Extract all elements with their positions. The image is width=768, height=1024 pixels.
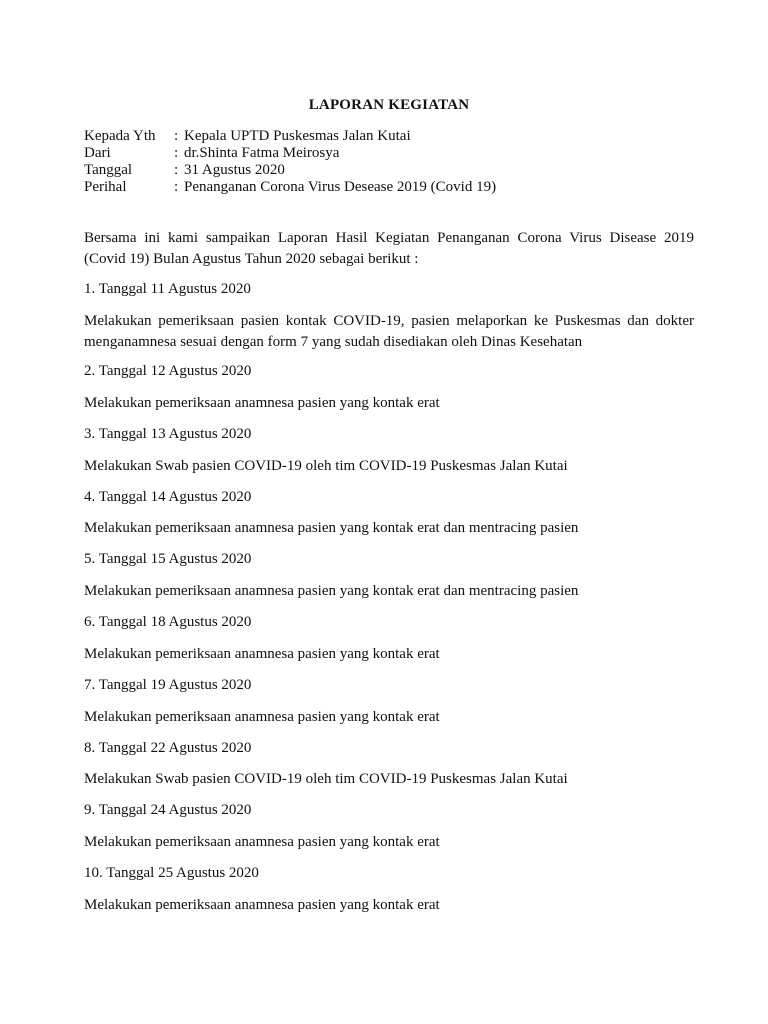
activity-description: Melakukan pemeriksaan anamnesa pasien yang kontak erat [84, 395, 440, 411]
header-separator: : [174, 145, 179, 161]
activity-description: Melakukan pemeriksaan anamnesa pasien yang kontak erat dan mentracing pasien [84, 520, 579, 536]
activity-description: Melakukan pemeriksaan anamnesa pasien yang kontak erat [84, 709, 440, 725]
activity-description: Melakukan pemeriksaan anamnesa pasien yang kontak erat [84, 897, 440, 913]
activity-date: 3. Tanggal 13 Agustus 2020 [84, 426, 252, 442]
activity-date: 1. Tanggal 11 Agustus 2020 [84, 281, 251, 297]
activity-description: Melakukan pemeriksaan pasien kontak COVID-19, pasien melaporkan ke Puskesmas dan dokter menganamnesa sesuai dengan form 7 yang sudah disediakan oleh Dinas Kesehatan [84, 313, 694, 350]
activity-date: 2. Tanggal 12 Agustus 2020 [84, 363, 252, 379]
intro-paragraph: Bersama ini kami sampaikan Laporan Hasil Kegiatan Penanganan Corona Virus Disease 2019 (Covid 19) Bulan Agustus Tahun 2020 sebagai berikut : [84, 230, 694, 267]
header-value: 31 Agustus 2020 [184, 162, 285, 178]
letter-header [84, 128, 694, 196]
header-label: Tanggal [84, 162, 133, 178]
document-title: LAPORAN KEGIATAN [308, 97, 470, 113]
activity-description: Melakukan Swab pasien COVID-19 oleh tim COVID-19 Puskesmas Jalan Kutai [84, 458, 568, 474]
activity-description: Melakukan pemeriksaan anamnesa pasien yang kontak erat dan mentracing pasien [84, 583, 579, 599]
header-value: dr.Shinta Fatma Meirosya [184, 145, 340, 161]
activity-description: Melakukan pemeriksaan anamnesa pasien yang kontak erat [84, 834, 440, 850]
header-row-date [84, 162, 694, 179]
activity-date: 7. Tanggal 19 Agustus 2020 [84, 677, 252, 693]
header-label: Dari [84, 145, 111, 161]
activity-description: Melakukan Swab pasien COVID-19 oleh tim COVID-19 Puskesmas Jalan Kutai [84, 771, 568, 787]
activity-date: 4. Tanggal 14 Agustus 2020 [84, 489, 252, 505]
header-separator: : [174, 162, 179, 178]
header-label: Kepada Yth [84, 128, 156, 144]
document-page [84, 0, 694, 1024]
header-separator: : [174, 179, 179, 195]
header-row-sender [84, 145, 694, 162]
activity-description: Melakukan pemeriksaan anamnesa pasien yang kontak erat [84, 646, 440, 662]
activity-date: 9. Tanggal 24 Agustus 2020 [84, 802, 252, 818]
activity-date: 5. Tanggal 15 Agustus 2020 [84, 551, 252, 567]
header-label: Perihal [84, 179, 127, 195]
activity-date: 8. Tanggal 22 Agustus 2020 [84, 740, 252, 756]
header-value: Kepala UPTD Puskesmas Jalan Kutai [184, 128, 411, 144]
header-row-subject [84, 179, 694, 196]
header-value: Penanganan Corona Virus Desease 2019 (Covid 19) [184, 179, 497, 195]
header-separator: : [174, 128, 179, 144]
activity-date: 10. Tanggal 25 Agustus 2020 [84, 865, 259, 881]
activity-date: 6. Tanggal 18 Agustus 2020 [84, 614, 252, 630]
header-row-recipient [84, 128, 694, 145]
